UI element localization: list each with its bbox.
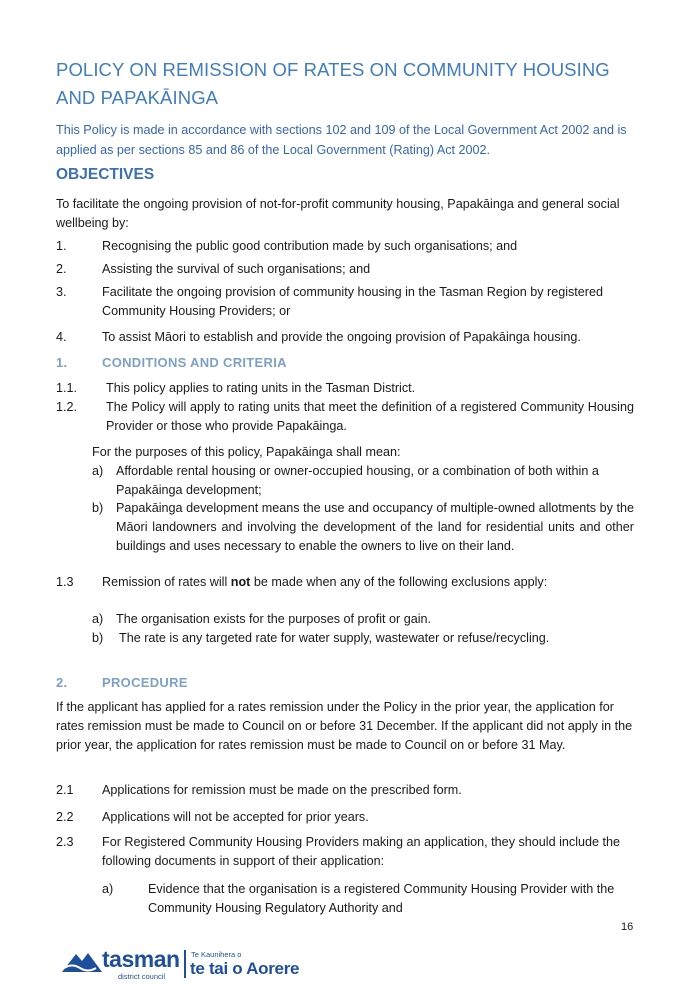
procedure-sub-letter: a) bbox=[102, 882, 114, 896]
section-number: 1. bbox=[56, 355, 68, 370]
procedure-number: 2.2 bbox=[56, 810, 74, 824]
exclusion-letter: b) bbox=[92, 631, 104, 645]
papakainga-item: Affordable rental housing or owner-occupied housing, or a combination of both within a Papakāinga development; bbox=[116, 464, 599, 497]
section-title: CONDITIONS AND CRITERIA bbox=[102, 355, 287, 370]
emphasis-not: not bbox=[230, 575, 251, 589]
papakainga-lead: For the purposes of this policy, Papakāinga shall mean: bbox=[92, 445, 401, 459]
objective-item: Recognising the public good contribution made by such organisations; and bbox=[102, 239, 518, 253]
mountain-wave-icon bbox=[62, 948, 102, 974]
exclusion-item: The organisation exists for the purposes of profit or gain. bbox=[116, 612, 432, 626]
papakainga-item: Papakāinga development means the use and occupancy of multiple-owned allotments by the Māori landowners and involving the development of the land for residential units and other buildings and uses necessary to enable the owners to live on their land. bbox=[116, 501, 634, 553]
objective-number: 4. bbox=[56, 330, 67, 344]
section-number: 2. bbox=[56, 675, 68, 690]
intro-paragraph: This Policy is made in accordance with sections 102 and 109 of the Local Government Act 2002 and is applied as per sections 85 and 86 of the Local Government (Rating) Act 2002. bbox=[56, 123, 627, 157]
text-run: be made when any of the following exclusions apply: bbox=[250, 575, 548, 589]
section-title: PROCEDURE bbox=[102, 675, 188, 690]
condition-item: This policy applies to rating units in the Tasman District. bbox=[106, 381, 416, 395]
condition-number: 1.3 bbox=[56, 575, 74, 589]
procedure-item: Applications will not be accepted for prior years. bbox=[102, 810, 369, 824]
procedure-item: Applications for remission must be made on the prescribed form. bbox=[102, 783, 462, 797]
logo-divider bbox=[184, 950, 186, 978]
text-run: Remission of rates will bbox=[102, 575, 231, 589]
objective-item: To assist Māori to establish and provide the ongoing provision of Papakāinga housing. bbox=[102, 330, 581, 344]
objective-number: 2. bbox=[56, 262, 67, 276]
council-logo bbox=[62, 944, 312, 984]
logo-subtitle: district council bbox=[118, 972, 166, 981]
exclusion-item: The rate is any targeted rate for water supply, wastewater or refuse/recycling. bbox=[119, 631, 550, 645]
procedure-heading bbox=[56, 675, 188, 690]
conditions-heading bbox=[56, 355, 287, 370]
objective-item: Facilitate the ongoing provision of community housing in the Tasman Region by registered Community Housing Providers; or bbox=[102, 285, 604, 318]
papakainga-letter: a) bbox=[92, 464, 104, 478]
papakainga-letter: b) bbox=[92, 501, 104, 515]
procedure-lead: If the applicant has applied for a rates remission under the Policy in the prior year, the application for rates remission must be made to Council on or before 31 December. If the applicant did not apply in the prior year, the application for rates remission must be made to Council on or before 31 May. bbox=[56, 700, 633, 752]
condition-item-1-3 bbox=[102, 573, 634, 592]
page-number: 16 bbox=[621, 921, 634, 933]
objectives-lead: To facilitate the ongoing provision of not-for-profit community housing, Papakāinga and general social wellbeing by: bbox=[56, 197, 620, 230]
objective-number: 3. bbox=[56, 285, 67, 299]
exclusion-letter: a) bbox=[92, 612, 104, 626]
procedure-number: 2.1 bbox=[56, 783, 74, 797]
condition-number: 1.2. bbox=[56, 400, 78, 414]
logo-maori-subtitle: Te Kaunihera o bbox=[191, 950, 242, 959]
condition-item: The Policy will apply to rating units that meet the definition of a registered Community Housing Provider or those who provide Papakāinga. bbox=[106, 400, 634, 433]
objectives-heading: OBJECTIVES bbox=[56, 166, 155, 183]
page-title: POLICY ON REMISSION OF RATES ON COMMUNITY HOUSING AND PAPAKĀINGA bbox=[56, 59, 610, 108]
procedure-item: For Registered Community Housing Providers making an application, they should include the following documents in support of their application: bbox=[102, 835, 621, 868]
objective-item: Assisting the survival of such organisations; and bbox=[102, 262, 371, 276]
condition-number: 1.1. bbox=[56, 381, 78, 395]
procedure-sub-item: Evidence that the organisation is a registered Community Housing Provider with the Community Housing Regulatory Authority and bbox=[148, 882, 615, 915]
logo-maori-wordmark: te tai o Aorere bbox=[190, 959, 300, 978]
objective-number: 1. bbox=[56, 239, 67, 253]
logo-wordmark: tasman bbox=[102, 946, 180, 972]
procedure-number: 2.3 bbox=[56, 835, 74, 849]
